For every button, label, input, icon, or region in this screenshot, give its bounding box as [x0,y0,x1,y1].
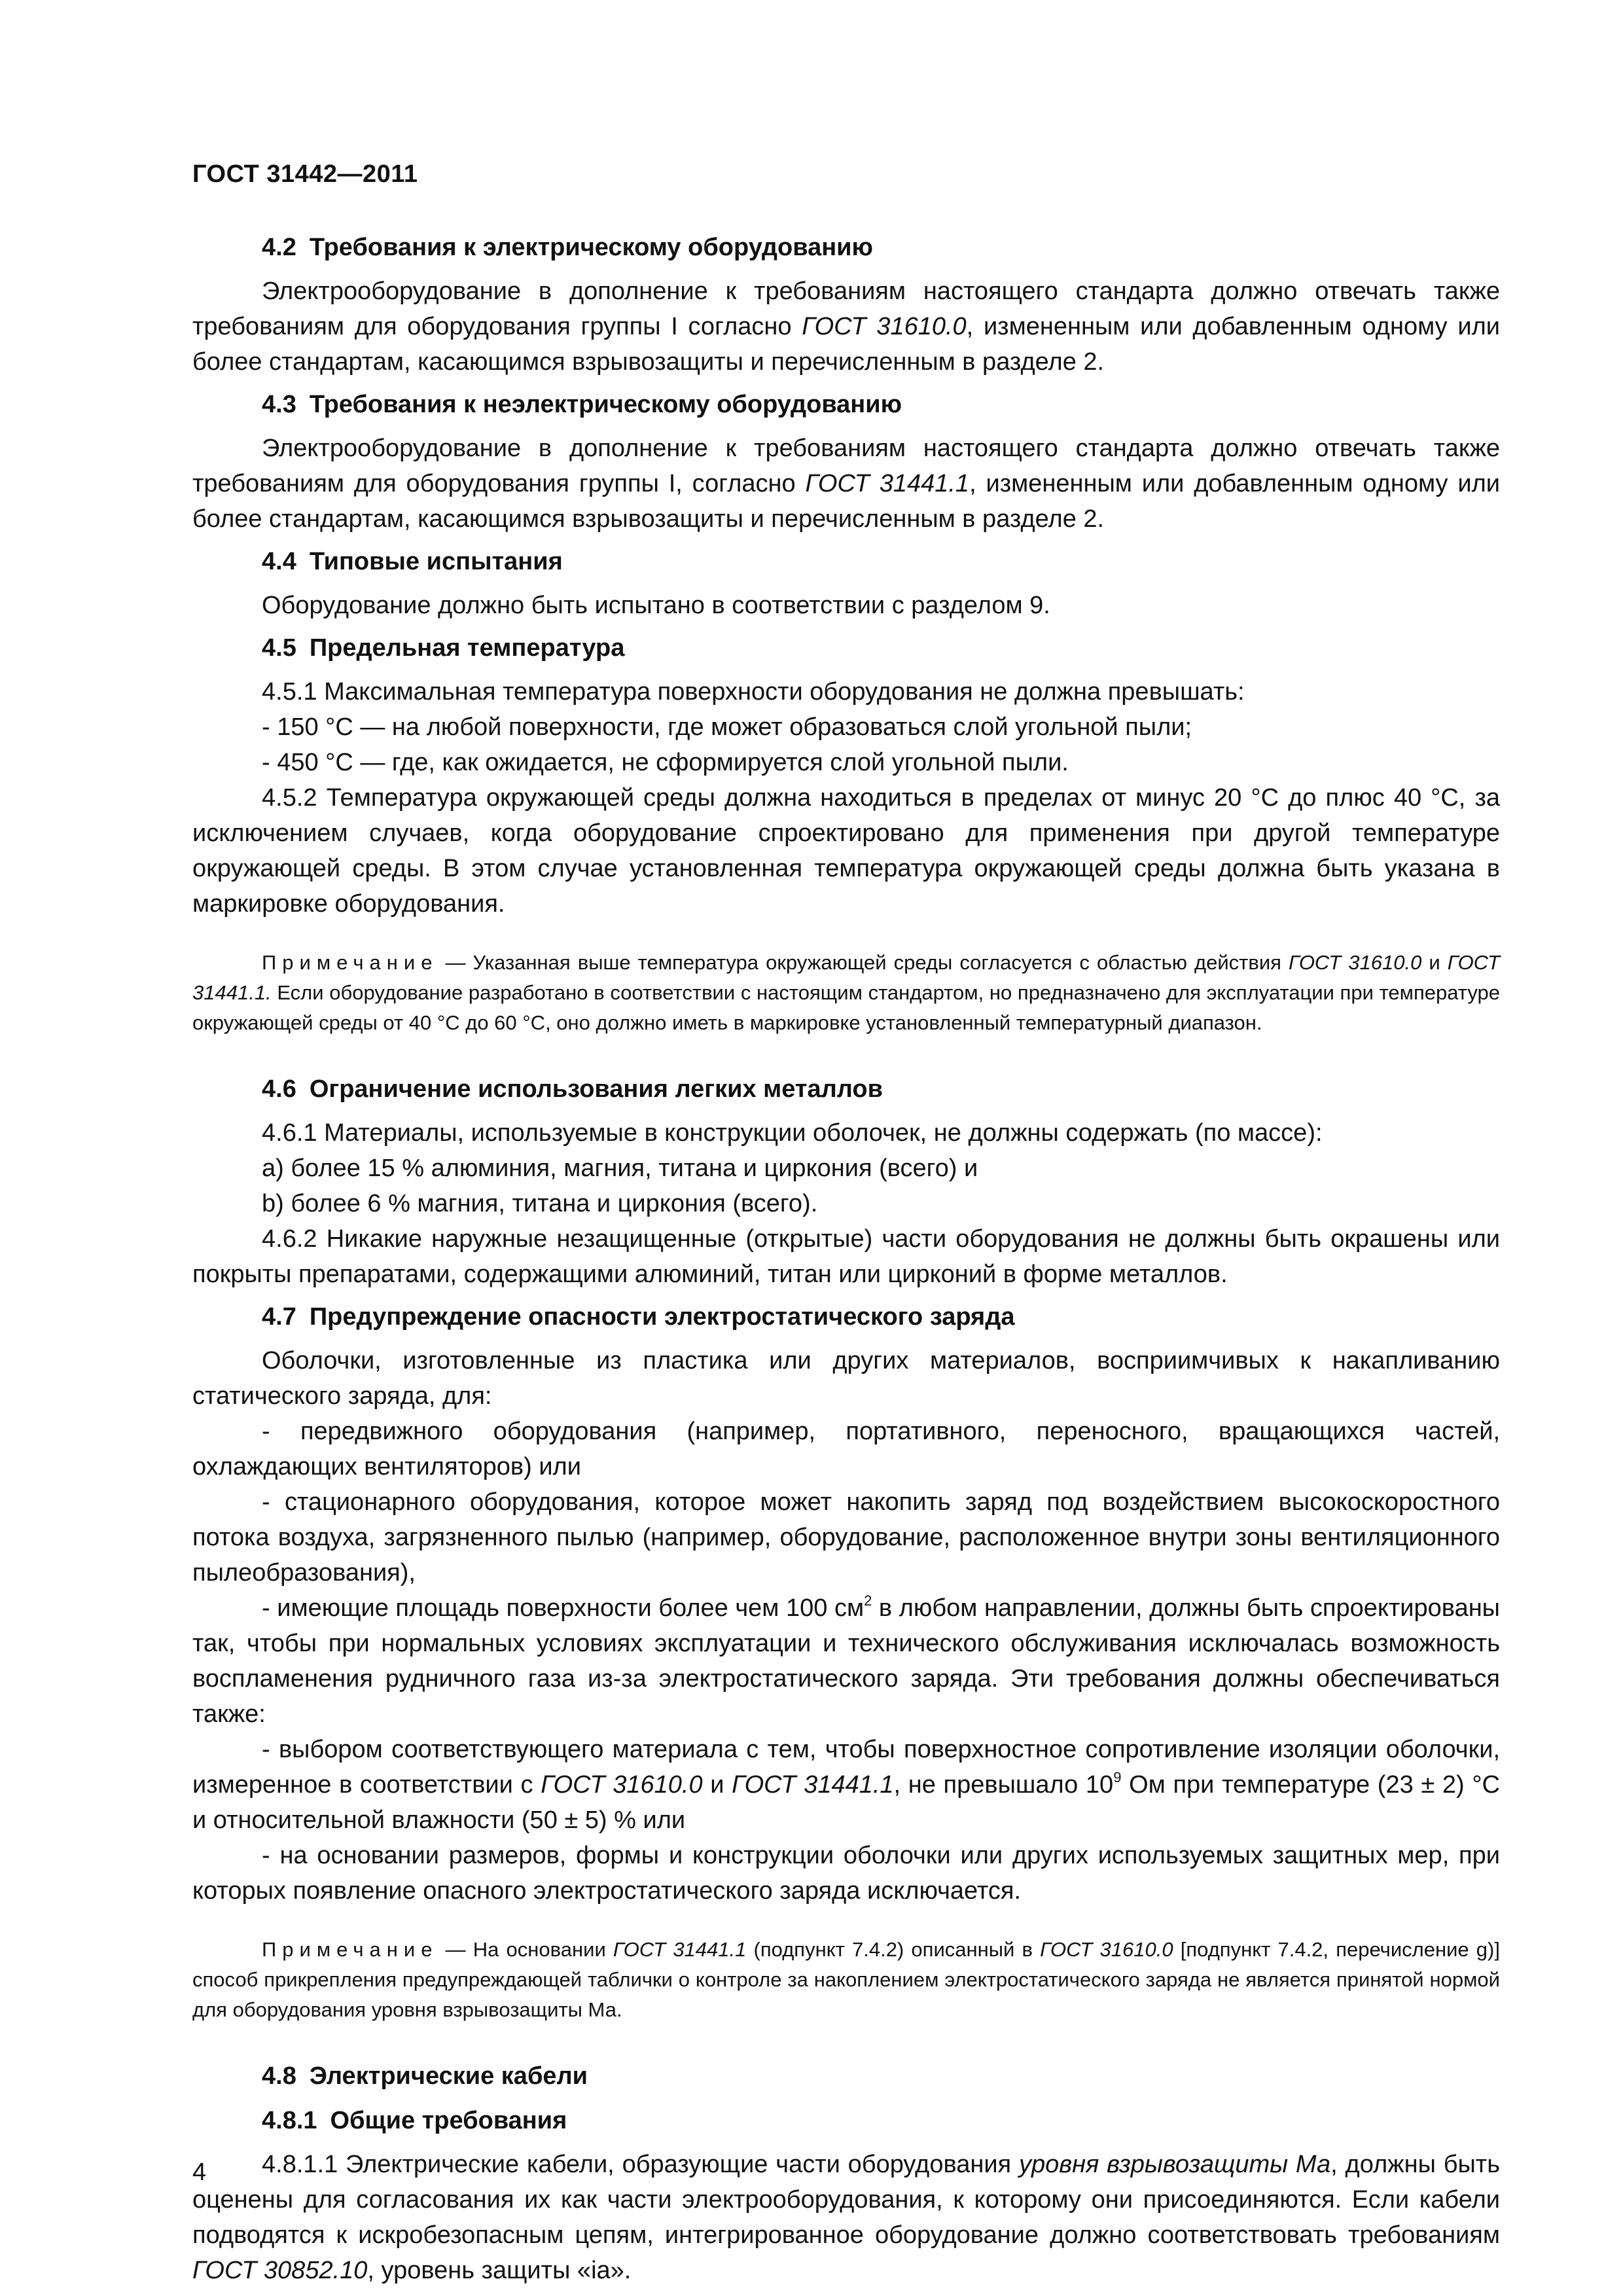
paragraph: 4.6.1 Материалы, используемые в конструкции оболочек, не должны содержать (по массе): [262,1119,1323,1147]
superscript: 2 [864,1592,872,1609]
text-run: в любом направлении, должны быть спроектированы так, чтобы при нормальных условиях эксплуатации и технического обслуживания исключалась возможность воспламенения рудничного газа из-за электростатического заряда. Эти требования должны обеспечиваться также: [192,1594,1500,1728]
section-heading-4-8 [192,2058,1500,2094]
paragraph [192,431,1500,537]
section-heading-4-7 [192,1299,1500,1335]
text-run: - выбором соответствующего материала с тем, чтобы поверхностное сопротивление изоляции оболочки, измеренное в соответствии с [192,1736,1500,1799]
text-run: , уровень защиты «ia». [367,2257,632,2284]
text-run: 4.8.1.1 Электрические кабели, образующие части оборудования [262,2151,1019,2178]
page-content [192,229,1500,2288]
list-item: - 450 °С — где, как ожидается, не сформируется слой угольной пыли. [262,749,1069,776]
section-number: 4.6 [262,1075,296,1103]
emphasis: уровня взрывозащиты Ма [1018,2151,1331,2178]
text-run: Электрооборудование в дополнение к требованиям настоящего стандарта должно отвечать также требованиям для оборудования группы I, согласно [192,435,1500,497]
text-run: Ом при температуре (23 ± 2) °С и относительной влажности (50 ± 5) % или [192,1771,1500,1834]
standard-reference: ГОСТ 31441.1. [192,951,1500,1004]
section-title: Типовые испытания [309,548,563,575]
list-item: - передвижного оборудования (например, портативного, переносного, вращающихся частей, охлаждающих вентиляторов) или [192,1418,1500,1480]
list-item: - на основании размеров, формы и конструкции оболочки или других используемых защитных мер, при которых появление опасного электростатического заряда исключается. [192,1842,1500,1905]
list-item: b) более 6 % магния, титана и циркония (всего). [262,1190,818,1217]
standard-reference: ГОСТ 31441.1 [805,470,970,497]
paragraph: 4.5.1 Максимальная температура поверхности оборудования не должна превышать: [262,678,1245,706]
standard-reference: ГОСТ 30852.10 [192,2257,368,2284]
list-item: - 150 °С — на любой поверхности, где может образоваться слой угольной пыли; [262,713,1192,741]
section-title: Электрические кабели [309,2062,588,2090]
note [192,948,1500,1038]
text-run: Если оборудование разработано в соответствии с настоящим стандартом, но предназначено для эксплуатации при температуре окружающей среды от 40 °С до 60 °С, оно должно иметь в маркировке установленный температурный диапазон. [192,981,1500,1034]
subsection-title: Общие требования [330,2107,567,2134]
page-number: 4 [192,2159,207,2186]
text-run: и [702,1771,732,1799]
text-run: , измененным или добавленным одному или более стандартам, касающимся взрывозащиты и перечисленным в разделе 2. [192,470,1500,533]
text-run: — Указанная выше температура окружающей среды согласуется с областью действия [438,951,1289,974]
note-label: Примечание [262,1938,438,1961]
text-run: - имеющие площадь поверхности более чем 100 см [262,1594,865,1622]
section-title: Требования к неэлектрическому оборудованию [309,391,902,418]
list-item: а) более 15 % алюминия, магния, титана и циркония (всего) и [262,1155,978,1182]
standard-reference: ГОСТ 31441.1 [732,1771,894,1799]
text-run: , измененным или добавленным одному или более стандартам, касающимся взрывозащиты и перечисленным в разделе 2. [192,313,1500,376]
section-number: 4.7 [262,1303,296,1331]
section-title: Предупреждение опасности электростатического заряда [309,1303,1015,1331]
list-item: - стационарного оборудования, которое может накопить заряд под воздействием высокоскоростного потока воздуха, загрязненного пылью (например, оборудование, расположенное внутри зоны вентиляционного пылеобразования), [192,1488,1500,1587]
section-title: Предельная температура [309,634,625,662]
subsection-heading-4-8-1 [192,2102,1500,2139]
paragraph: Оборудование должно быть испытано в соответствии с разделом 9. [262,592,1050,619]
text-run: [подпункт 7.4.2, перечисление g)] способ прикрепления предупреждающей таблички о контроле за накоплением электростатического заряда не является принятой нормой для оборудования уровня взрывозащиты Ма. [192,1938,1500,2021]
standard-reference: ГОСТ 31610.0 [1040,1938,1173,1961]
list-item [192,1590,1500,1732]
standard-reference: ГОСТ 31441.1 [613,1938,747,1961]
section-number: 4.8 [262,2062,296,2090]
section-heading-4-6 [192,1071,1500,1107]
text-run: (подпункт 7.4.2) описанный в [746,1938,1041,1961]
section-number: 4.5 [262,634,296,662]
section-heading-4-2 [192,229,1500,266]
note-label: Примечание [262,951,438,974]
note [192,1935,1500,2025]
section-number: 4.2 [262,234,296,261]
running-header: ГОСТ 31442—2011 [192,160,418,188]
section-heading-4-5 [192,630,1500,666]
paragraph [192,2147,1500,2288]
section-title: Ограничение использования легких металлов [309,1075,883,1103]
subsection-number: 4.8.1 [262,2107,317,2134]
standard-reference: ГОСТ 31610.0 [541,1771,703,1799]
text-run: Электрооборудование в дополнение к требованиям настоящего стандарта должно отвечать также требованиям для оборудования группы I согласно [192,278,1500,340]
paragraph: 4.6.2 Никакие наружные незащищенные (открытые) части оборудования не должны быть окрашены или покрыты препаратами, содержащими алюминий, титан или цирконий в форме металлов. [192,1225,1500,1288]
list-item [192,1732,1500,1838]
text-run: и [1421,951,1448,974]
section-number: 4.4 [262,548,296,575]
text-run: , не превышало 10 [893,1771,1114,1799]
paragraph [192,274,1500,380]
paragraph: Оболочки, изготовленные из пластика или других материалов, восприимчивых к накапливанию статического заряда, для: [192,1347,1500,1410]
standard-reference: ГОСТ 31610.0 [802,313,967,340]
text-run: , должны быть оценены для согласования их как части электрооборудования, к которому они присоединяются. Если кабели подводятся к искробезопасным цепям, интегрированное оборудование должно соответствовать требованиям [192,2151,1500,2249]
paragraph: 4.5.2 Температура окружающей среды должна находиться в пределах от минус 20 °С до плюс 40 °С, за исключением случаев, когда оборудование спроектировано для применения при другой температуре окружающей среды. В этом случае установленная температура окружающей среды должна быть указана в маркировке оборудования. [192,784,1500,918]
text-run: — На основании [438,1938,613,1961]
superscript: 9 [1113,1769,1122,1786]
section-heading-4-4 [192,543,1500,580]
section-heading-4-3 [192,386,1500,423]
section-title: Требования к электрическому оборудованию [309,234,873,261]
section-number: 4.3 [262,391,296,418]
standard-reference: ГОСТ 31610.0 [1288,951,1422,974]
